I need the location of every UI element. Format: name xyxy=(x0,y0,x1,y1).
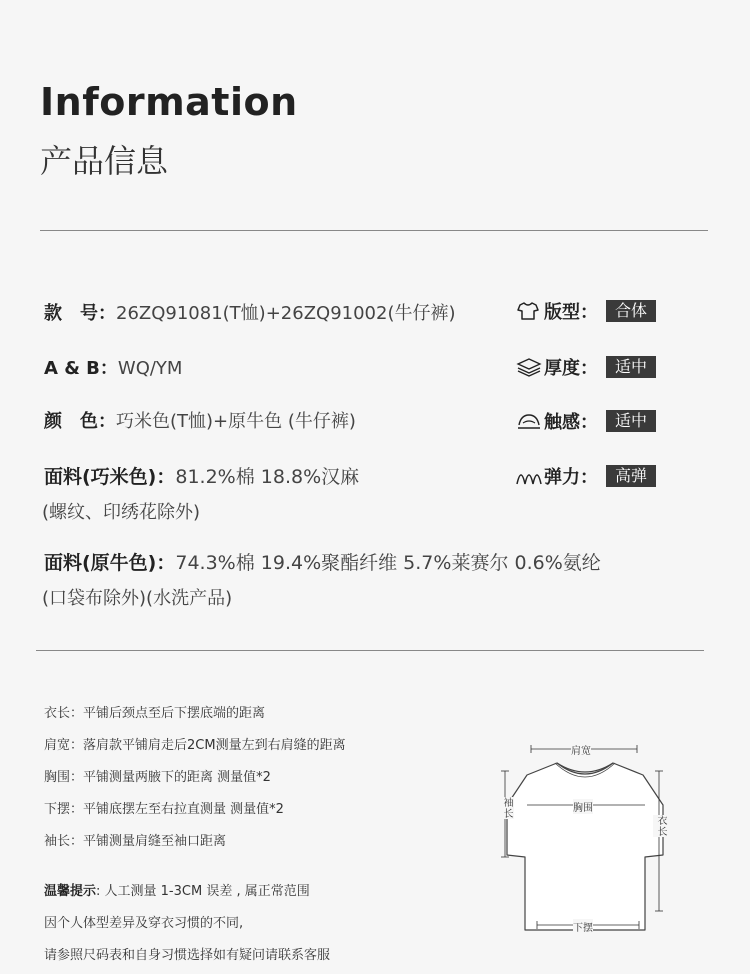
elasticity-badge: 高弹 xyxy=(606,465,656,487)
fabric2-row xyxy=(44,548,601,575)
divider-top xyxy=(40,230,708,231)
prop-fit xyxy=(516,298,656,324)
diagram-shoulder-label: 肩宽 xyxy=(571,742,591,757)
thickness-badge: 适中 xyxy=(606,356,656,378)
style-number-value: 26ZQ91081(T恤)+26ZQ91002(牛仔裤) xyxy=(116,303,456,324)
tshirt-measurement-diagram xyxy=(495,735,675,940)
measure-hem: 下摆：平铺底摆左至右拉直测量 测量值*2 xyxy=(44,802,284,817)
ab-row xyxy=(44,354,182,380)
thickness-label: 厚度： xyxy=(544,358,598,379)
measure-shoulder: 肩宽：落肩款平铺肩走后2CM测量左到右肩缝的距离 xyxy=(44,738,346,753)
touch-label: 触感： xyxy=(544,412,598,433)
tip-line-2: 因个人体型差异及穿衣习惯的不同, xyxy=(44,916,244,931)
diagram-sleeve-label: 袖长 xyxy=(501,797,512,819)
divider-bottom xyxy=(36,650,704,651)
stretch-icon xyxy=(516,466,542,486)
title-english: Information xyxy=(40,80,298,124)
tip-line-3: 请参照尺码表和自身习惯选择如有疑问请联系客服 xyxy=(44,948,331,963)
ab-value: WQ/YM xyxy=(117,358,183,379)
tshirt-icon xyxy=(516,301,542,321)
fabric2-value: 74.3%棉 19.4%聚酯纤维 5.7%莱赛尔 0.6%氨纶 xyxy=(175,552,601,574)
fabric1-note: (螺纹、印绣花除外) xyxy=(42,502,201,523)
fit-label: 版型： xyxy=(544,302,598,323)
measure-chest: 胸围：平铺测量两腋下的距离 测量值*2 xyxy=(44,770,271,785)
fit-badge: 合体 xyxy=(606,300,656,322)
fabric1-row xyxy=(44,462,359,489)
fabric1-label: 面料(巧米色)： xyxy=(44,466,176,488)
color-value: 巧米色(T恤)+原牛色 (牛仔裤) xyxy=(116,411,356,432)
tip-line-1: 温馨提示: 人工测量 1-3CM 误差 , 属正常范围 xyxy=(44,884,310,899)
touch-badge: 适中 xyxy=(606,410,656,432)
style-number-label: 款 号： xyxy=(44,303,116,324)
ab-label: A & B： xyxy=(44,358,118,379)
elasticity-label: 弹力： xyxy=(544,467,598,488)
diagram-chest-label: 胸围 xyxy=(573,799,593,814)
fabric2-label: 面料(原牛色)： xyxy=(44,552,176,574)
color-label: 颜 色： xyxy=(44,411,116,432)
diagram-hem-label: 下摆 xyxy=(573,919,593,934)
measure-length: 衣长：平铺后颈点至后下摆底端的距离 xyxy=(44,706,266,721)
layers-icon xyxy=(516,357,542,377)
prop-elasticity xyxy=(516,463,656,489)
prop-thickness xyxy=(516,354,656,380)
measure-sleeve: 袖长：平铺测量肩缝至袖口距离 xyxy=(44,834,227,849)
color-row xyxy=(44,407,356,433)
title-chinese: 产品信息 xyxy=(40,142,169,180)
tshirt-outline-icon xyxy=(495,735,675,940)
style-number-row xyxy=(44,299,456,325)
hand-touch-icon xyxy=(516,411,542,431)
fabric1-value: 81.2%棉 18.8%汉麻 xyxy=(175,466,360,488)
fabric2-note: (口袋布除外)(水洗产品) xyxy=(42,588,233,609)
prop-touch xyxy=(516,408,656,434)
diagram-length-label: 衣长 xyxy=(655,815,666,837)
